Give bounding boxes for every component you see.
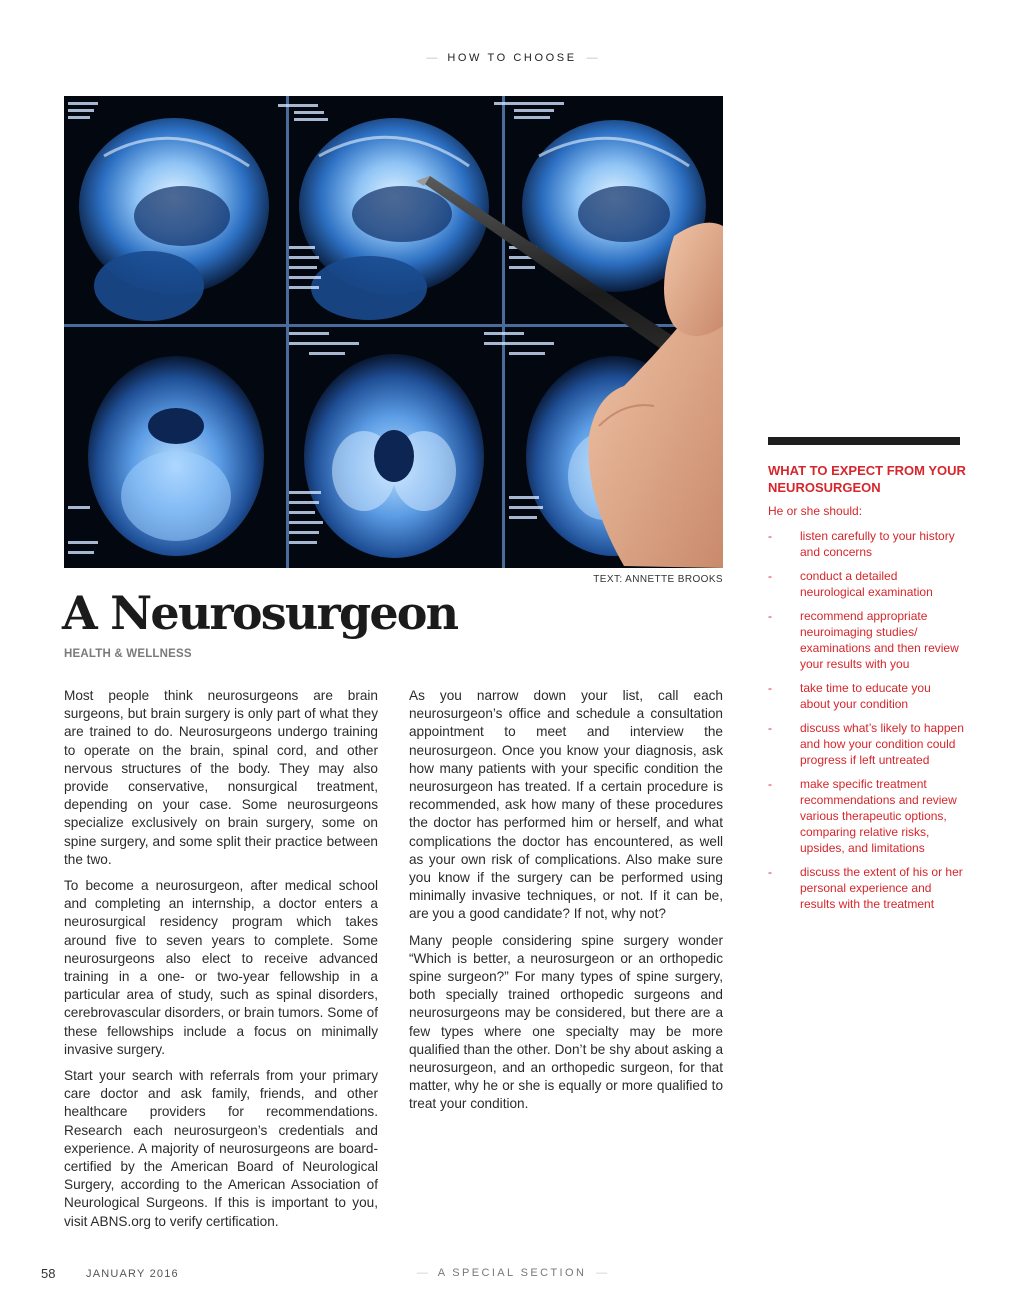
header-dash-right: — — [586, 52, 598, 64]
list-item-text: conduct a detailed neurological examination — [800, 569, 933, 599]
header-dash-left: — — [426, 52, 438, 64]
sidebar-title: WHAT TO EXPECT FROM YOUR NEUROSURGEON — [768, 463, 966, 495]
header-section: HOW TO CHOOSE — [447, 52, 577, 64]
bullet-dash: - — [768, 721, 772, 735]
bullet-dash: - — [768, 569, 772, 583]
issue-date: JANUARY 2016 — [86, 1268, 179, 1280]
list-item — [768, 720, 964, 768]
sidebar-list — [768, 528, 964, 920]
bullet-dash: - — [768, 529, 772, 543]
list-item — [768, 608, 964, 672]
article-column-1 — [64, 687, 378, 1239]
footer-dash-left: — — [416, 1267, 428, 1279]
list-item-text: discuss what’s likely to happen and how your condition could progress if left untreated — [800, 721, 964, 767]
list-item — [768, 776, 964, 856]
list-item — [768, 528, 964, 560]
footer-dash-right: — — [596, 1267, 608, 1279]
article-column-2 — [409, 687, 723, 1122]
photo-credit: TEXT: ANNETTE BROOKS — [593, 574, 723, 585]
footer-section-label: A SPECIAL SECTION — [437, 1267, 587, 1279]
article-category: HEALTH & WELLNESS — [64, 648, 192, 660]
sidebar-intro: He or she should: — [768, 504, 863, 518]
article-title: A Neurosurgeon — [62, 586, 458, 640]
page-number: 58 — [41, 1266, 56, 1281]
bullet-dash: - — [768, 681, 772, 695]
sidebar-rule — [768, 437, 960, 445]
footer-section — [0, 1267, 1024, 1279]
axial-slice-2 — [304, 354, 484, 558]
bullet-dash: - — [768, 777, 772, 791]
paragraph: As you narrow down your list, call each neurosurgeon’s office and schedule a consultation appointment to meet and interview the neurosurgeon. Once you know your diagnosis, ask how many patients with your specific condition the neurosurgeon has treated. If a certain procedure is recommended, ask how many of these procedures the doctor has performed him or herself, and what complications the doctor has encountered, as well as your own risk of complications. Also make sure you know if the surgery can be performed using minimally invasive techniques, or not. If it can be, are you a good candidate? If not, why not? — [409, 688, 723, 922]
paragraph: To become a neurosurgeon, after medical school and completing an internship, a doctor enters a neurosurgical residency program which takes around five to seven years to complete. Some neurosurgeons also elect to receive advanced training in a one- or two-year fellowship in a particular area of study, such as spinal disorders, cerebrovascular disorders, or brain tumors. Some of these fellowships include a focus on minimally invasive surgery. — [64, 878, 378, 1057]
list-item-text: discuss the extent of his or her personal experience and results with the treatment — [800, 865, 963, 911]
axial-slice-1 — [88, 356, 264, 556]
bullet-dash: - — [768, 865, 772, 879]
bullet-dash: - — [768, 609, 772, 623]
list-item-text: listen carefully to your history and concerns — [800, 529, 955, 559]
list-item — [768, 864, 964, 912]
list-item-text: make specific treatment recommendations and review various therapeutic options, comparing relative risks, upsides, and limitations — [800, 777, 957, 855]
list-item-text: recommend appropriate neuroimaging studies/ examinations and then review your results with you — [800, 609, 959, 671]
list-item — [768, 680, 964, 712]
mri-scan-photo — [64, 96, 723, 568]
paragraph: Start your search with referrals from your primary care doctor and ask family, friends, and other healthcare providers for recommendations. Research each neurosurgeon’s credentials and experience. A majority of neurosurgeons are board-certified by the American Board of Neurological Surgery, according to the American Association of Neurological Surgeons. If this is important to you, visit ABNS.org to verify certification. — [64, 1068, 378, 1229]
running-header — [0, 52, 1024, 64]
list-item — [768, 568, 964, 600]
paragraph: Many people considering spine surgery wonder “Which is better, a neurosurgeon or an orthopedic spine surgeon?” For many types of spine surgery, both specially trained orthopedic surgeons and neurosurgeons may be considered, but there are a few types where one specialty may be more qualified than the other. Don’t be shy about asking a neurosurgeon, and an orthopedic surgeon, for that matter, why he or she is equally or more qualified to treat your condition. — [409, 932, 723, 1112]
paragraph: Most people think neurosurgeons are brain surgeons, but brain surgery is only part of what they are trained to do. Neurosurgeons undergo training to operate on the brain, spinal cord, and other nervous structures of the body. They may also provide conservative, nonsurgical treatment, depending on your case. Some neurosurgeons specialize exclusively on brain surgery, some on spine surgery, and some split their practice between the two. — [64, 688, 378, 867]
list-item-text: take time to educate you about your condition — [800, 681, 931, 711]
